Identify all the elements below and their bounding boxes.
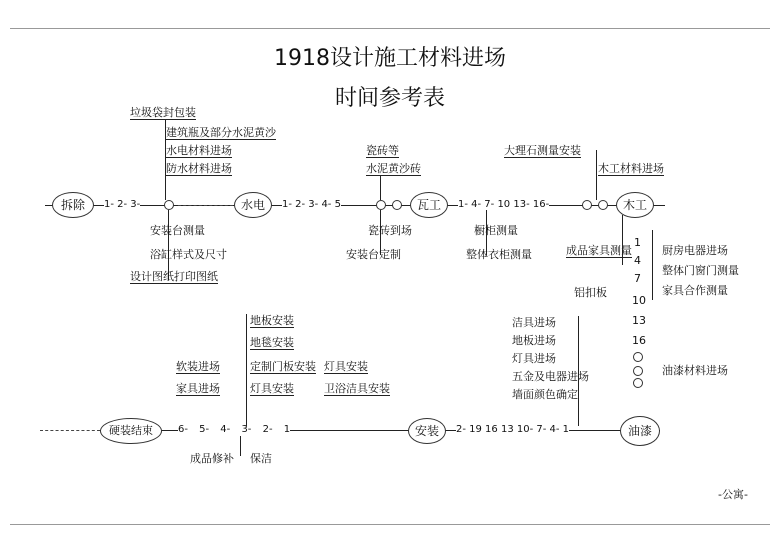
label-row2-top: 卫浴洁具安装 (324, 382, 390, 395)
label-row2-right: 墙面颜色确定 (512, 388, 578, 401)
label-hardware: 铝扣板 (574, 286, 607, 299)
frame-bottom-line (10, 524, 770, 525)
steps-row2-right: 2- 19 16 13 10- 7- 4- 1 (456, 424, 570, 435)
side-number: 7 (634, 272, 641, 285)
label-below: 安装台定制 (346, 248, 401, 261)
label-row2-left: 软装进场 (176, 360, 220, 373)
label-paint-material: 油漆材料进场 (662, 364, 728, 377)
label-row2-right: 洁具进场 (512, 316, 556, 329)
node-demolish: 拆除 (52, 192, 94, 218)
label-above: 垃圾袋封包装 (130, 106, 196, 119)
frame-top-line (10, 28, 770, 29)
steps-plumbing: 1- 2- 3- 4- 5 (282, 199, 341, 210)
dash-segment (40, 430, 100, 431)
label-above: 大理石测量安装 (504, 144, 581, 157)
label-row2-below: 成品修补 (190, 452, 234, 465)
label-row2-top: 定制门板安装 (250, 360, 316, 373)
side-number: 16 (632, 334, 646, 347)
label-below: 整体衣柜测量 (466, 248, 532, 261)
side-number: 13 (632, 314, 646, 327)
steps-demolish: 1- 2- 3- (104, 199, 141, 210)
label-above: 建筑瓶及部分水泥黄沙 (166, 126, 276, 139)
connector-line (578, 316, 579, 426)
label-above: 防水材料进场 (166, 162, 232, 175)
label-right: 厨房电器进场 (662, 244, 728, 257)
marker-circle (164, 200, 174, 210)
label-row2-right: 五金及电器进场 (512, 370, 589, 383)
page-title-line1: 1918设计施工材料进场 (274, 46, 506, 71)
node-plumbing: 水电 (234, 192, 272, 218)
label-row2-left: 灯具安装 (250, 382, 294, 395)
label-row2-top: 灯具安装 (324, 360, 368, 373)
label-above: 水泥黄沙砖 (366, 162, 421, 175)
marker-circle (582, 200, 592, 210)
label-row2-left: 家具进场 (176, 382, 220, 395)
node-install: 安装 (408, 418, 446, 444)
side-number: 10 (632, 294, 646, 307)
steps-row2-left: 6- 5- 4- 3- 2- 1 (178, 424, 291, 435)
node-masonry: 瓦工 (410, 192, 448, 218)
connector-line (652, 230, 653, 300)
label-row2-right: 灯具进场 (512, 352, 556, 365)
side-number: 1 (634, 236, 641, 249)
label-row2-right: 地板进场 (512, 334, 556, 347)
label-above: 木工材料进场 (598, 162, 664, 175)
side-number: 4 (634, 254, 641, 267)
node-painting: 油漆 (620, 416, 660, 446)
node-carpentry: 木工 (616, 192, 654, 218)
connector-line (380, 175, 381, 200)
connector-line (165, 120, 166, 200)
label-row2-top: 地板安装 (250, 314, 294, 327)
marker-circle (392, 200, 402, 210)
label-below: 安装台测量 (150, 224, 205, 237)
connector-line (246, 314, 247, 426)
label-right: 整体门窗门测量 (662, 264, 739, 277)
marker-circle (633, 352, 643, 362)
label-below: 瓷砖到场 (368, 224, 412, 237)
label-above: 水电材料进场 (166, 144, 232, 157)
label-above: 瓷砖等 (366, 144, 399, 157)
dash-segment (178, 205, 233, 206)
label-row2-below: 保洁 (250, 452, 272, 465)
node-complete: 硬装结束 (100, 418, 162, 444)
marker-circle (598, 200, 608, 210)
marker-circle (376, 200, 386, 210)
connector-line (240, 436, 241, 456)
steps-masonry: 1- 4- 7- 10 13- 16- (458, 199, 550, 210)
label-below: 橱柜测量 (474, 224, 518, 237)
marker-circle (633, 366, 643, 376)
label-right: 家具合作测量 (662, 284, 728, 297)
marker-circle (633, 378, 643, 388)
connector-line (596, 150, 597, 200)
label-below: 浴缸样式及尺寸 (150, 248, 227, 261)
page-title-line2: 时间参考表 (334, 86, 445, 111)
label-below: 设计图纸打印图纸 (130, 270, 218, 283)
label-row2-top: 地毯安装 (250, 336, 294, 349)
label-cabinet: 成品家具测量 (566, 244, 632, 257)
footer-label: -公寓- (718, 488, 748, 501)
